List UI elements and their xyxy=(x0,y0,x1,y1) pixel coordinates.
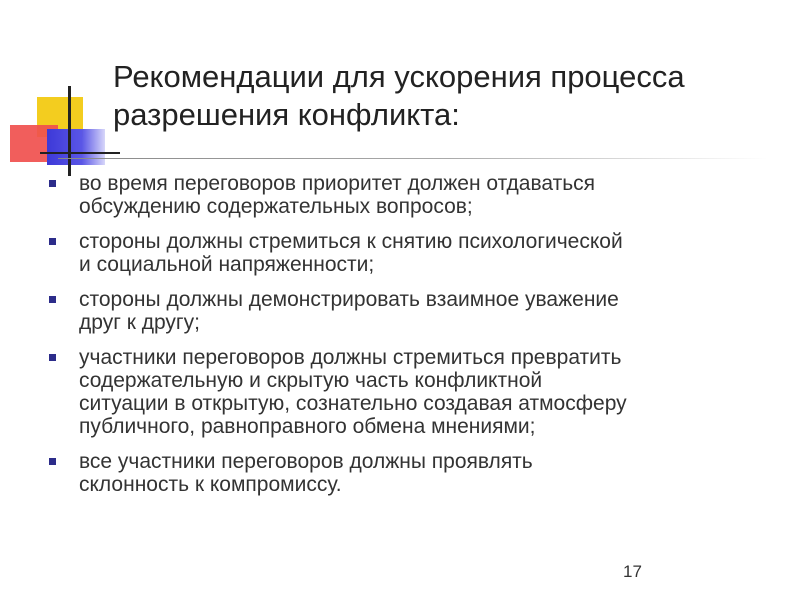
bullet-list xyxy=(47,172,787,508)
bullet-text-line: и социальной напряженности; xyxy=(79,253,375,276)
bullet-text-line: обсуждению содержательных вопросов; xyxy=(79,195,473,218)
bullet-square-icon xyxy=(49,296,56,303)
bullet-text-line: склонность к компромиссу. xyxy=(79,473,342,496)
slide-title-line-1: Рекомендации для ускорения процесса xyxy=(113,59,685,94)
bullet-text-line: стороны должны стремиться к снятию психологической xyxy=(79,230,623,253)
logo-horizontal-line xyxy=(40,152,120,154)
slide-title-line-2: разрешения конфликта: xyxy=(113,97,460,132)
slide-title xyxy=(113,58,773,134)
bullet-item xyxy=(47,288,787,334)
bullet-text-line: участники переговоров должны стремиться превратить xyxy=(79,346,622,369)
bullet-text-line: публичного, равноправного обмена мнениями; xyxy=(79,415,536,438)
bullet-square-icon xyxy=(49,238,56,245)
bullet-item xyxy=(47,230,787,276)
bullet-item xyxy=(47,450,787,496)
logo-blue-square xyxy=(47,129,105,165)
bullet-item xyxy=(47,346,787,438)
bullet-square-icon xyxy=(49,354,56,361)
page-number: 17 xyxy=(623,562,642,581)
title-divider xyxy=(58,158,768,159)
logo-vertical-line xyxy=(68,86,71,176)
bullet-text-line: во время переговоров приоритет должен отдаваться xyxy=(79,172,596,195)
bullet-square-icon xyxy=(49,180,56,187)
decorative-logo xyxy=(0,0,120,175)
bullet-text-line: друг к другу; xyxy=(79,311,200,334)
bullet-text-line: ситуации в открытую, сознательно создавая атмосферу xyxy=(79,392,627,415)
bullet-text-line: все участники переговоров должны проявлять xyxy=(79,450,533,473)
bullet-text-line: стороны должны демонстрировать взаимное уважение xyxy=(79,288,619,311)
bullet-text-line: содержательную и скрытую часть конфликтной xyxy=(79,369,543,392)
bullet-square-icon xyxy=(49,458,56,465)
bullet-item xyxy=(47,172,787,218)
